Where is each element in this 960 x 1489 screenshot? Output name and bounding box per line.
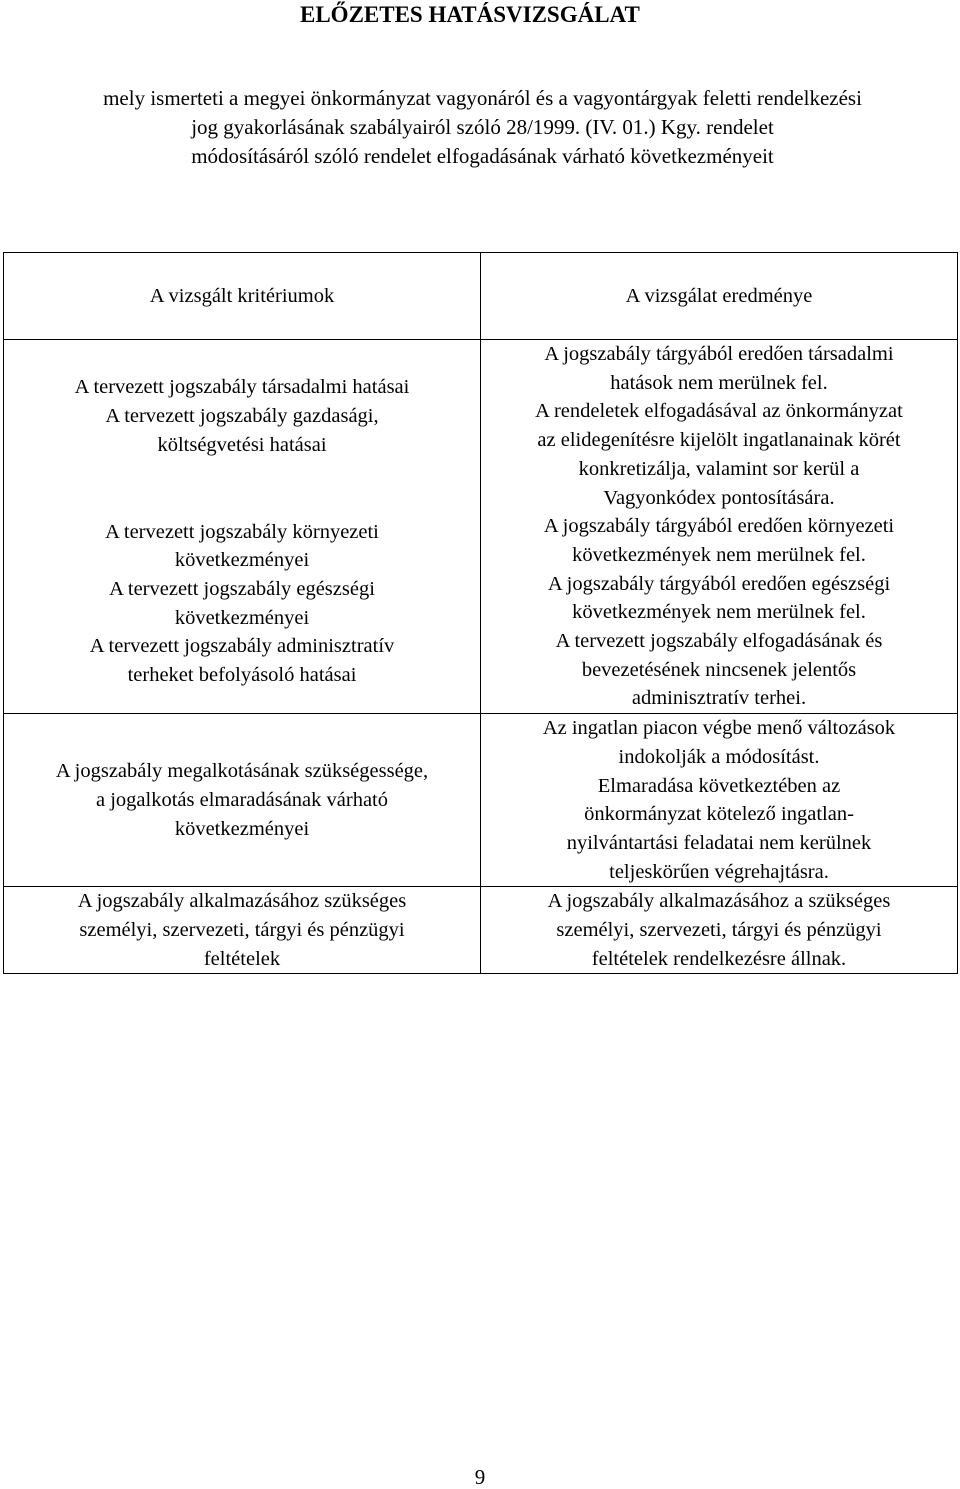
impact-assessment-table [3, 252, 958, 974]
header-criteria: A vizsgált kritériumok [4, 253, 481, 340]
criteria-environmental [8, 518, 476, 575]
document-title: ELŐZETES HATÁSVIZSGÁLAT [300, 2, 640, 27]
intro-line: mely ismerteti a megyei önkormányzat vagyonáról és a vagyontárgyak feletti rendelkezési [103, 86, 862, 110]
text-line: az elidegenítésre kijelölt ingatlanainak körét [537, 429, 901, 452]
intro-line: módosításáról szóló rendelet elfogadásának várható következményeit [191, 144, 774, 168]
text-line: nyilvántartási feladatai nem kerülnek [566, 831, 872, 854]
result-social [485, 340, 953, 397]
text-line: feltételek [203, 947, 281, 970]
criteria-health [8, 575, 476, 632]
document-intro [20, 84, 945, 171]
text-line: költségvetési hatásai [157, 433, 327, 456]
text-line: bevezetésének nincsenek jelentős [581, 658, 857, 681]
text-line: A jogszabály alkalmazásához a szükséges [547, 890, 891, 913]
text-line: feltételek rendelkezésre állnak. [591, 947, 847, 970]
text-line: Elmaradása következtében az [597, 774, 841, 797]
criteria-social-impact [8, 373, 476, 402]
text-line: A tervezett jogszabály társadalmi hatásai [74, 376, 410, 399]
result-conditions [481, 887, 958, 974]
text-line: A tervezett jogszabály adminisztratív [89, 635, 395, 658]
text-line: A jogszabály megalkotásának szükségessége, [55, 760, 429, 783]
text-line: következményei [174, 606, 310, 629]
criteria-necessity [4, 714, 481, 887]
result-necessity [481, 714, 958, 887]
criteria-economic-impact [8, 402, 476, 459]
table-row [4, 714, 958, 887]
text-line: következményei [174, 549, 310, 572]
text-line: önkormányzat kötelező ingatlan- [584, 803, 854, 826]
text-line: A jogszabály tárgyából eredően társadalmi [544, 343, 894, 365]
table-header-row [4, 253, 958, 340]
text-line: hatások nem merülnek fel. [610, 371, 828, 394]
text-line: következmények nem merülnek fel. [572, 601, 866, 624]
text-line: A tervezett jogszabály egészségi [109, 577, 375, 600]
page-number: 9 [474, 1465, 486, 1489]
header-result: A vizsgálat eredménye [481, 253, 958, 340]
text-line: A jogszabály alkalmazásához szükséges [77, 890, 407, 913]
text-line: Az ingatlan piacon végbe menő változások [542, 717, 896, 740]
text-line: A rendeletek elfogadásával az önkormányzat [535, 400, 903, 423]
text-line: A jogszabály tárgyából eredően környezeti [543, 515, 895, 538]
table-row [4, 887, 958, 974]
result-economic [485, 397, 953, 512]
result-administrative [485, 627, 953, 713]
text-line: teljeskörűen végrehajtásra. [609, 860, 829, 883]
text-line: következmények nem merülnek fel. [572, 543, 866, 566]
text-line: a jogalkotás elmaradásának várható [96, 788, 388, 811]
intro-line: jog gyakorlásának szabályairól szóló 28/1999. (IV. 01.) Kgy. rendelet [191, 115, 774, 139]
text-line: A jogszabály tárgyából eredően egészségi [547, 572, 891, 595]
criteria-cell-impacts [4, 340, 481, 714]
result-environmental [485, 512, 953, 569]
result-cell-impacts [481, 340, 958, 714]
criteria-conditions [4, 887, 481, 974]
text-line: személyi, szervezeti, tárgyi és pénzügyi [556, 919, 882, 942]
text-line: indokolják a módosítást. [618, 745, 820, 768]
result-health [485, 570, 953, 627]
text-line: konkretizálja, valamint sor kerül a [578, 457, 860, 480]
text-line: A tervezett jogszabály elfogadásának és [555, 630, 883, 653]
text-line: A tervezett jogszabály környezeti [105, 520, 379, 543]
text-line: következményei [174, 817, 310, 840]
text-line: személyi, szervezeti, tárgyi és pénzügyi [79, 919, 405, 942]
text-line: A tervezett jogszabály gazdasági, [105, 405, 379, 428]
table-row [4, 340, 958, 714]
text-line: adminisztratív terhei. [631, 687, 807, 710]
criteria-administrative [8, 632, 476, 689]
text-line: Vagyonkódex pontosítására. [603, 486, 835, 509]
text-line: terheket befolyásoló hatásai [127, 664, 357, 687]
